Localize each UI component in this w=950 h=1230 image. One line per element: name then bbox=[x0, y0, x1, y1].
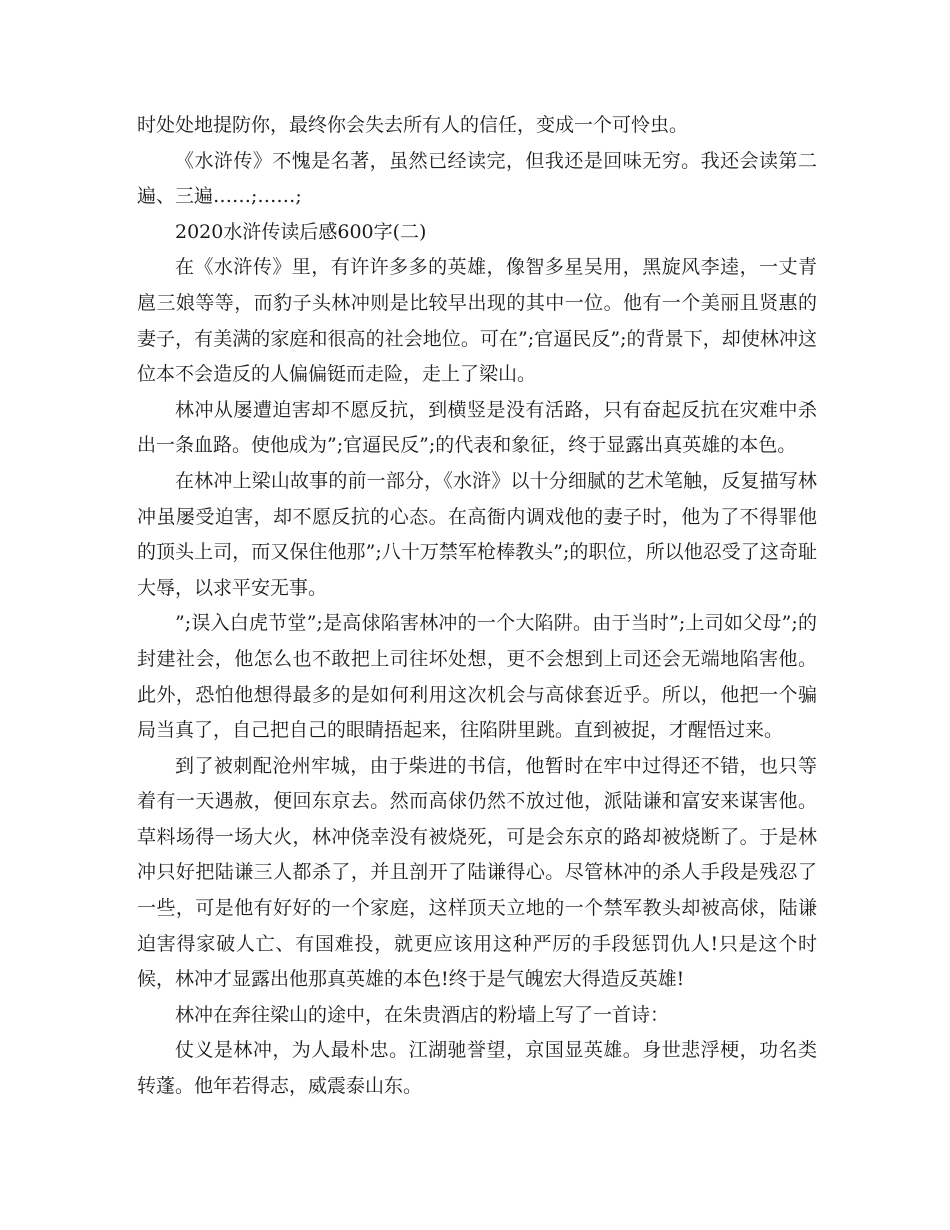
paragraph: 《水浒传》不愧是名著，虽然已经读完，但我还是回味无穷。我还会读第二遍、三遍……;……; bbox=[137, 149, 817, 208]
paragraph: 到了被刺配沧州牢城，由于柴进的书信，他暂时在牢中过得还不错，也只等着有一天遇赦，便回东京去。然而高俅仍然不放过他，派陆谦和富安来谋害他。草料场得一场大火，林冲侥幸没有被烧死，可是会东京的路却被烧断了。于是林冲只好把陆谦三人都杀了，并且剖开了陆谦得心。尽管林冲的杀人手段是残忍了一些，可是他有好好的一个家庭，这样顶天立地的一个禁军教头却被高俅，陆谦迫害得家破人亡、有国难投，就更应该用这种严厉的手段惩罚仇人!只是这个时候，林冲才显露出他那真英雄的本色!终于是气魄宏大得造反英雄! bbox=[137, 754, 817, 991]
document-body bbox=[137, 108, 817, 1105]
poem: 仗义是林冲，为人最朴忠。江湖驰誉望，京国显英雄。身世悲浮梗，功名类转蓬。他年若得志，威震泰山东。 bbox=[137, 1039, 817, 1098]
paragraph: 在《水浒传》里，有许许多多的英雄，像智多星吴用，黑旋风李逵，一丈青扈三娘等等，而豹子头林冲则是比较早出现的其中一位。他有一个美丽且贤惠的妻子，有美满的家庭和很高的社会地位。可在”;官逼民反”;的背景下，却使林冲这位本不会造反的人偏偏铤而走险，走上了梁山。 bbox=[137, 256, 817, 386]
paragraph: ”;误入白虎节堂”;是高俅陷害林冲的一个大陷阱。由于当时”;上司如父母”;的封建社会，他怎么也不敢把上司往坏处想，更不会想到上司还会无端地陷害他。此外，恐怕他想得最多的是如何利用这次机会与高俅套近乎。所以，他把一个骗局当真了，自己把自己的眼睛捂起来，往陷阱里跳。直到被捉，才醒悟过来。 bbox=[137, 612, 817, 742]
paragraph: 林冲在奔往梁山的途中，在朱贵酒店的粉墙上写了一首诗： bbox=[175, 1003, 670, 1026]
paragraph: 林冲从屡遭迫害却不愿反抗，到横竖是没有活路，只有奋起反抗在灾难中杀出一条血路。使他成为”;官逼民反”;的代表和象征，终于显露出真英雄的本色。 bbox=[137, 398, 817, 457]
section-heading: 2020水浒传读后感600字(二) bbox=[175, 220, 427, 243]
paragraph: 时处处地提防你，最终你会失去所有人的信任，变成一个可怜虫。 bbox=[137, 114, 689, 136]
paragraph: 在林冲上梁山故事的前一部分，《水浒》以十分细腻的艺术笔触，反复描写林冲虽屡受迫害，却不愿反抗的心态。在高衙内调戏他的妻子时，他为了不得罪他的顶头上司，而又保住他那”;八十万禁军枪棒教头”;的职位，所以他忍受了这奇耻大辱，以求平安无事。 bbox=[137, 469, 817, 599]
